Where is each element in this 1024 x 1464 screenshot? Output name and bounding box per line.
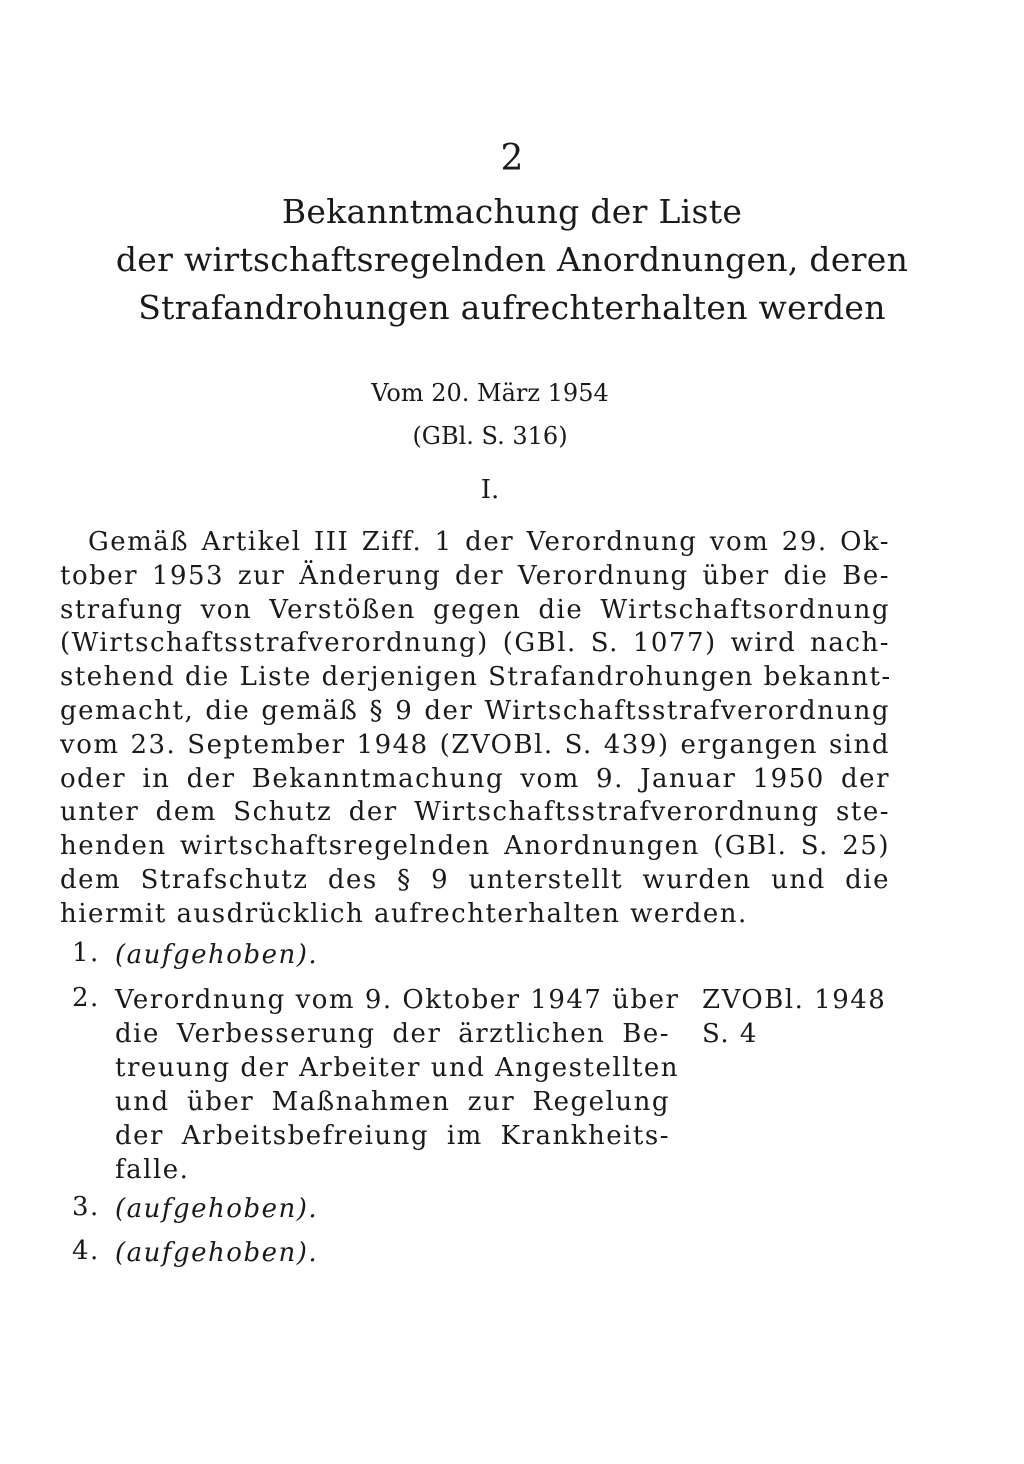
list-item-reference	[702, 983, 902, 1051]
title-line: Bekanntmachung der Liste	[281, 192, 743, 231]
body-paragraph	[60, 526, 890, 932]
list-item-text	[115, 983, 680, 1187]
list-item-line: Verordnung vom 9. Oktober 1947 über	[115, 985, 680, 1015]
section-heading: I.	[480, 475, 500, 505]
body-line: gemacht, die gemäß § 9 der Wirtschaftsstrafverordnung	[60, 695, 890, 726]
document-title	[0, 188, 1024, 332]
list-item-text	[115, 1236, 670, 1270]
section-number: 2	[500, 138, 524, 179]
list-item	[0, 938, 1024, 974]
body-line: (Wirtschaftsstrafverordnung) (GBl. S. 1077) wird nach-	[60, 628, 890, 659]
list-item-text	[115, 1192, 670, 1226]
list-item-line: und über Maßnahmen zur Regelung	[115, 1087, 670, 1117]
body-line: unter dem Schutz der Wirtschaftsstrafverordnung ste-	[60, 797, 890, 828]
body-line: vom 23. September 1948 (ZVOBl. S. 439) ergangen sind	[60, 729, 890, 760]
title-line: Strafandrohungen aufrechterhalten werden	[138, 288, 886, 327]
list-item-number: 1.	[72, 938, 100, 968]
list-item-line: falle.	[115, 1155, 190, 1185]
list-item-line: treuung der Arbeiter und Angestellten	[115, 1053, 680, 1083]
document-date: Vom 20. März 1954	[371, 379, 609, 407]
list-item-line: die Verbesserung der ärztlichen Be-	[115, 1019, 670, 1049]
document-source: (GBl. S. 316)	[412, 422, 568, 450]
reference-line: S. 4	[702, 1019, 758, 1049]
reference-line: ZVOBl. 1948	[702, 985, 887, 1015]
list-item-text	[115, 938, 670, 972]
list-item	[0, 1192, 1024, 1228]
body-line: stehend die Liste derjenigen Strafandrohungen bekannt-	[60, 662, 892, 693]
list-item-number: 2.	[72, 983, 100, 1013]
list-item-line: der Arbeitsbefreiung im Krankheits-	[115, 1121, 670, 1151]
list-item	[0, 1236, 1024, 1272]
body-line: Gemäß Artikel III Ziff. 1 der Verordnung vom 29. Ok-	[88, 527, 890, 557]
body-line: tober 1953 zur Änderung der Verordnung über die Be-	[60, 560, 890, 591]
list-item-line: (aufgehoben).	[115, 1194, 319, 1224]
body-line: dem Strafschutz des § 9 unterstellt wurden und die	[60, 864, 890, 895]
body-line: henden wirtschaftsregelnden Anordnungen (GBl. S. 25)	[60, 831, 890, 862]
title-line: der wirtschaftsregelnden Anordnungen, deren	[115, 240, 909, 279]
list-item	[0, 983, 1024, 1193]
list-item-number: 4.	[72, 1236, 100, 1266]
body-line: oder in der Bekanntmachung vom 9. Januar 1950 der	[60, 763, 890, 794]
list-item-line: (aufgehoben).	[115, 940, 319, 970]
body-line: strafung von Verstößen gegen die Wirtschaftsordnung	[60, 594, 890, 625]
list-item-line: (aufgehoben).	[115, 1238, 319, 1268]
list-item-number: 3.	[72, 1192, 100, 1222]
body-line: hiermit ausdrücklich aufrechterhalten werden.	[60, 898, 748, 929]
